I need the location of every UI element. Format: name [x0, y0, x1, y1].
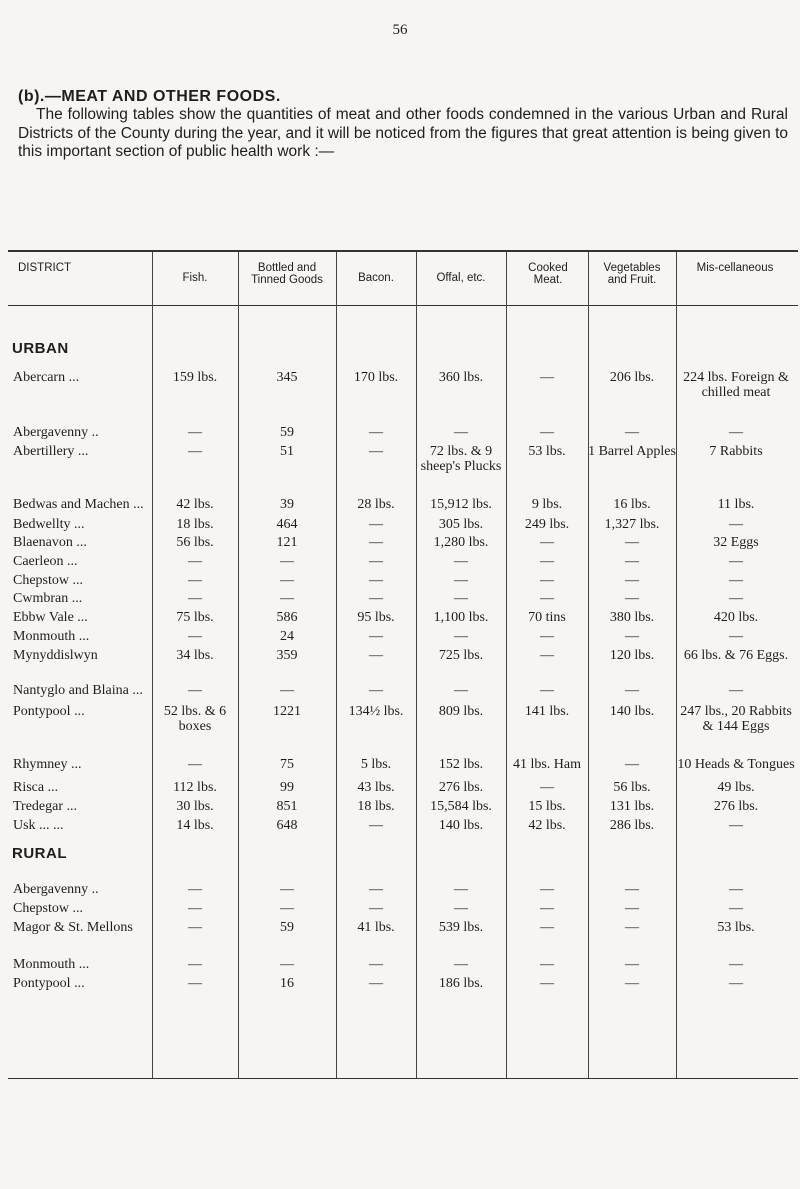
cell-veg: — — [625, 976, 639, 991]
cell-veg: — — [625, 535, 639, 550]
cell-cooked: — — [540, 370, 554, 385]
cell-bacon: — — [369, 554, 383, 569]
header-veg: Vegetables and Fruit. — [603, 262, 661, 286]
cell-cooked: 41 lbs. Ham — [512, 757, 582, 772]
cell-offal: — — [454, 629, 468, 644]
table-header-rule — [8, 305, 798, 306]
district-name: Caerleon ... — [13, 554, 78, 569]
cell-misc: — — [729, 976, 743, 991]
cell-fish: 30 lbs. — [176, 799, 214, 814]
cell-bacon: — — [369, 444, 383, 459]
cell-cooked: 9 lbs. — [531, 497, 563, 512]
cell-fish: 14 lbs. — [176, 818, 214, 833]
cell-fish: 42 lbs. — [176, 497, 214, 512]
district-name: Mynyddislwyn — [13, 648, 98, 663]
district-name: Abercarn ... — [13, 370, 80, 385]
cell-misc: — — [729, 901, 743, 916]
cell-misc: 49 lbs. — [717, 780, 755, 795]
cell-bacon: — — [369, 957, 383, 972]
district-name: Usk ... ... — [13, 818, 64, 833]
cell-misc: 10 Heads & Tongues — [677, 757, 795, 772]
header-district: DISTRICT — [18, 262, 72, 274]
cell-bacon: — — [369, 901, 383, 916]
cell-bacon: 170 lbs. — [353, 370, 399, 385]
cell-misc: — — [729, 957, 743, 972]
cell-bottled: 851 — [276, 799, 298, 814]
cell-offal: 186 lbs. — [438, 976, 484, 991]
cell-misc: — — [729, 683, 743, 698]
cell-bacon: — — [369, 976, 383, 991]
cell-cooked: — — [540, 976, 554, 991]
cell-veg: 1,327 lbs. — [604, 517, 660, 532]
cell-cooked: — — [540, 554, 554, 569]
cell-offal: 15,584 lbs. — [430, 799, 492, 814]
cell-bottled: 39 — [280, 497, 294, 512]
cell-bacon: — — [369, 517, 383, 532]
district-name: Risca ... — [13, 780, 59, 795]
cell-cooked: 70 tins — [528, 610, 566, 625]
cell-bottled: 59 — [280, 920, 294, 935]
district-name: Pontypool ... — [13, 704, 85, 719]
cell-veg: — — [625, 683, 639, 698]
district-name: Pontypool ... — [13, 976, 85, 991]
cell-fish: 56 lbs. — [176, 535, 214, 550]
cell-fish: — — [188, 444, 202, 459]
cell-cooked: — — [540, 901, 554, 916]
cell-offal: — — [454, 573, 468, 588]
header-bacon: Bacon. — [358, 272, 394, 284]
cell-misc: — — [729, 818, 743, 833]
cell-bacon: — — [369, 425, 383, 440]
cell-bacon: — — [369, 535, 383, 550]
cell-cooked: — — [540, 535, 554, 550]
cell-veg: — — [625, 957, 639, 972]
cell-veg: 140 lbs. — [609, 704, 655, 719]
cell-bacon: — — [369, 573, 383, 588]
cell-offal: 1,280 lbs. — [433, 535, 489, 550]
cell-offal: 305 lbs. — [438, 517, 484, 532]
cell-veg: — — [625, 757, 639, 772]
page-number: 56 — [392, 22, 408, 38]
district-name: Rhymney ... — [13, 757, 82, 772]
cell-cooked: — — [540, 920, 554, 935]
urban-section-label: URBAN — [12, 340, 69, 357]
cell-bacon: — — [369, 648, 383, 663]
cell-cooked: — — [540, 573, 554, 588]
district-name: Monmouth ... — [13, 957, 90, 972]
cell-bacon: — — [369, 882, 383, 897]
cell-bottled: — — [280, 957, 294, 972]
district-name: Chepstow ... — [13, 573, 83, 588]
cell-misc: 7 Rabbits — [709, 444, 763, 459]
district-name: Blaenavon ... — [13, 535, 87, 550]
cell-fish: 52 lbs. & 6 boxes — [163, 704, 227, 734]
cell-offal: 809 lbs. — [438, 704, 484, 719]
cell-misc: 247 lbs., 20 Rabbits & 144 Eggs — [680, 704, 792, 734]
cell-misc: — — [729, 573, 743, 588]
cell-fish: — — [188, 882, 202, 897]
cell-veg: 206 lbs. — [609, 370, 655, 385]
cell-offal: 539 lbs. — [438, 920, 484, 935]
district-name: Ebbw Vale ... — [13, 610, 88, 625]
cell-offal: — — [454, 882, 468, 897]
cell-cooked: — — [540, 957, 554, 972]
cell-veg: — — [625, 425, 639, 440]
cell-offal: 152 lbs. — [438, 757, 484, 772]
cell-offal: 1,100 lbs. — [433, 610, 489, 625]
cell-veg: 131 lbs. — [609, 799, 655, 814]
cell-cooked: — — [540, 683, 554, 698]
cell-cooked: 249 lbs. — [524, 517, 570, 532]
cell-offal: 72 lbs. & 9 sheep's Plucks — [420, 444, 502, 474]
header-cooked: Cooked Meat. — [528, 262, 568, 286]
cell-veg: — — [625, 901, 639, 916]
cell-veg: 286 lbs. — [609, 818, 655, 833]
cell-fish: — — [188, 901, 202, 916]
header-bottled: Bottled and Tinned Goods — [251, 262, 323, 286]
district-name: Abergavenny .. — [13, 882, 99, 897]
cell-fish: 112 lbs. — [173, 780, 217, 795]
cell-fish: — — [188, 976, 202, 991]
cell-offal: 276 lbs. — [438, 780, 484, 795]
cell-bottled: 75 — [280, 757, 294, 772]
cell-bottled: 24 — [280, 629, 294, 644]
district-name: Abergavenny .. — [13, 425, 99, 440]
district-name: Cwmbran ... — [13, 591, 83, 606]
cell-bottled: 586 — [276, 610, 298, 625]
cell-misc: 53 lbs. — [717, 920, 755, 935]
cell-offal: — — [454, 591, 468, 606]
cell-misc: — — [729, 882, 743, 897]
district-name: Bedwellty ... — [13, 517, 85, 532]
cell-fish: — — [188, 920, 202, 935]
cell-bacon: — — [369, 683, 383, 698]
cell-misc: — — [729, 517, 743, 532]
cell-bacon: — — [369, 629, 383, 644]
cell-misc: 276 lbs. — [713, 799, 759, 814]
cell-offal: — — [454, 554, 468, 569]
cell-cooked: — — [540, 648, 554, 663]
cell-veg: — — [625, 591, 639, 606]
cell-cooked: — — [540, 780, 554, 795]
cell-veg: 16 lbs. — [613, 497, 651, 512]
cell-veg: — — [625, 920, 639, 935]
cell-veg: 56 lbs. — [613, 780, 651, 795]
cell-bacon: 28 lbs. — [357, 497, 395, 512]
cell-bacon: 5 lbs. — [360, 757, 392, 772]
cell-cooked: — — [540, 425, 554, 440]
cell-bottled: 121 — [276, 535, 298, 550]
cell-cooked: — — [540, 882, 554, 897]
cell-bacon: 41 lbs. — [357, 920, 395, 935]
cell-bacon: 95 lbs. — [357, 610, 395, 625]
cell-fish: — — [188, 957, 202, 972]
cell-cooked: 42 lbs. — [528, 818, 566, 833]
cell-bottled: 464 — [276, 517, 298, 532]
cell-misc: 11 lbs. — [717, 497, 755, 512]
cell-fish: — — [188, 591, 202, 606]
cell-misc: — — [729, 425, 743, 440]
cell-bacon: — — [369, 818, 383, 833]
cell-veg: 1 Barrel Apples — [588, 444, 676, 459]
cell-fish: — — [188, 757, 202, 772]
cell-misc: — — [729, 554, 743, 569]
cell-fish: — — [188, 425, 202, 440]
cell-veg: — — [625, 629, 639, 644]
cell-cooked: — — [540, 591, 554, 606]
cell-cooked: 53 lbs. — [528, 444, 566, 459]
cell-misc: 32 Eggs — [713, 535, 759, 550]
district-name: Monmouth ... — [13, 629, 90, 644]
cell-offal: — — [454, 683, 468, 698]
cell-bottled: 51 — [280, 444, 294, 459]
cell-veg: 380 lbs. — [609, 610, 655, 625]
cell-offal: 15,912 lbs. — [430, 497, 492, 512]
cell-bacon: 43 lbs. — [357, 780, 395, 795]
cell-cooked: 141 lbs. — [524, 704, 570, 719]
intro-paragraph: The following tables show the quantities of meat and other foods condemned in the various Urban and Rural Districts of the County during the year, and it will be noticed from the figures that great attention is being given to this important section of public health work :— — [18, 106, 788, 160]
cell-fish: — — [188, 554, 202, 569]
district-name: Chepstow ... — [13, 901, 83, 916]
cell-veg: — — [625, 573, 639, 588]
cell-bottled: 59 — [280, 425, 294, 440]
cell-bacon: — — [369, 591, 383, 606]
cell-offal: 140 lbs. — [438, 818, 484, 833]
cell-bottled: 359 — [276, 648, 298, 663]
cell-bottled: — — [280, 901, 294, 916]
cell-misc: — — [729, 591, 743, 606]
cell-offal: — — [454, 425, 468, 440]
cell-offal: 360 lbs. — [438, 370, 484, 385]
cell-offal: 725 lbs. — [438, 648, 484, 663]
district-name: Nantyglo and Blaina ... — [13, 683, 143, 698]
header-misc: Mis-cellaneous — [696, 262, 774, 274]
district-name: Abertillery ... — [13, 444, 89, 459]
cell-fish: 34 lbs. — [176, 648, 214, 663]
cell-bottled: 1221 — [273, 704, 301, 719]
cell-bottled: — — [280, 882, 294, 897]
cell-misc: 224 lbs. Foreign & chilled meat — [683, 370, 789, 400]
cell-offal: — — [454, 901, 468, 916]
cell-bottled: 99 — [280, 780, 294, 795]
district-name: Bedwas and Machen ... — [13, 497, 144, 512]
cell-fish: 159 lbs. — [172, 370, 218, 385]
cell-fish: — — [188, 573, 202, 588]
table-top-rule — [8, 250, 798, 252]
cell-bacon: 134½ lbs. — [348, 704, 404, 719]
cell-misc: 420 lbs. — [713, 610, 759, 625]
header-fish: Fish. — [182, 272, 208, 284]
cell-fish: — — [188, 683, 202, 698]
table-bottom-rule — [8, 1078, 798, 1079]
cell-bottled: — — [280, 683, 294, 698]
rural-section-label: RURAL — [12, 845, 67, 862]
cell-bottled: 345 — [276, 370, 298, 385]
cell-fish: — — [188, 629, 202, 644]
district-name: Magor & St. Mellons — [13, 920, 133, 935]
header-offal: Offal, etc. — [436, 272, 486, 284]
cell-bottled: — — [280, 573, 294, 588]
cell-veg: 120 lbs. — [609, 648, 655, 663]
cell-bottled: 648 — [276, 818, 298, 833]
cell-fish: 75 lbs. — [176, 610, 214, 625]
district-name: Tredegar ... — [13, 799, 78, 814]
cell-cooked: 15 lbs. — [528, 799, 566, 814]
cell-cooked: — — [540, 629, 554, 644]
cell-bottled: — — [280, 591, 294, 606]
cell-misc: 66 lbs. & 76 Eggs. — [683, 648, 789, 663]
cell-misc: — — [729, 629, 743, 644]
cell-bottled: 16 — [280, 976, 294, 991]
cell-veg: — — [625, 882, 639, 897]
section-heading: (b).—MEAT AND OTHER FOODS. — [18, 88, 281, 105]
cell-veg: — — [625, 554, 639, 569]
cell-bacon: 18 lbs. — [357, 799, 395, 814]
cell-bottled: — — [280, 554, 294, 569]
cell-fish: 18 lbs. — [176, 517, 214, 532]
cell-offal: — — [454, 957, 468, 972]
